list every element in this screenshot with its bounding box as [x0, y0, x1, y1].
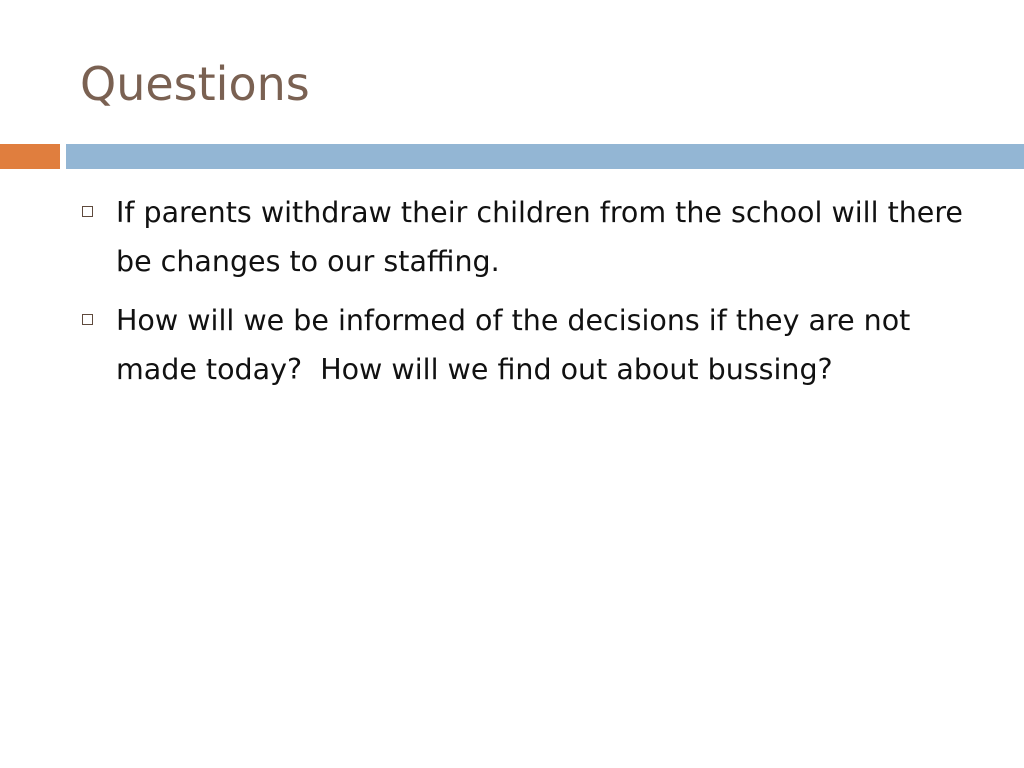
accent-band-left [0, 144, 60, 169]
accent-band-right [66, 144, 1024, 169]
bullet-list [80, 188, 990, 404]
slide-title: Questions [80, 57, 310, 111]
hollow-square-bullet-icon [82, 206, 93, 217]
hollow-square-bullet-icon [82, 314, 93, 325]
list-item [80, 296, 990, 394]
bullet-text: How will we be informed of the decisions if they are not made today? How will we find out about bussing? [116, 304, 920, 386]
list-item [80, 188, 990, 286]
bullet-text: If parents withdraw their children from the school will there be changes to our staffing. [116, 196, 973, 278]
